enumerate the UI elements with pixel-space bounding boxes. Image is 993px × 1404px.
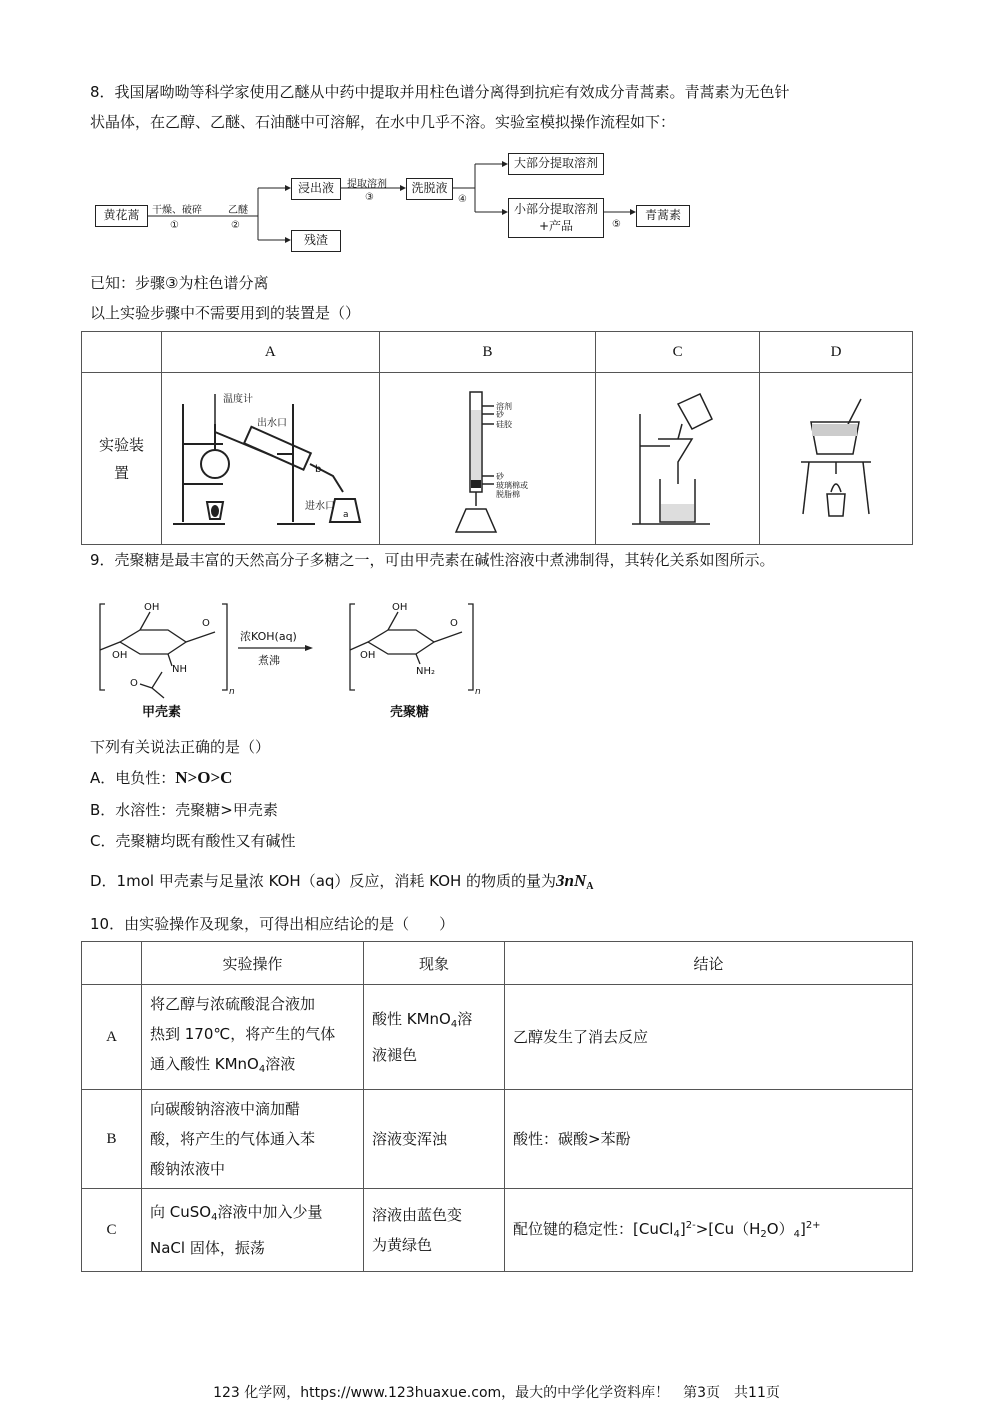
q10-header-operation: 实验操作 <box>142 942 364 985</box>
row-label-apparatus: 实验装置 <box>82 373 162 545</box>
left-o: O <box>130 678 138 689</box>
left-oh: OH <box>112 650 128 661</box>
column-chromatography-image <box>382 384 592 534</box>
q10-row-a-operation <box>142 985 364 1090</box>
q10-row-c <box>82 1189 913 1272</box>
op-line <box>150 1049 355 1085</box>
flow-small-solvent-line2: +产品 <box>538 219 574 233</box>
concl-sub: 2 <box>760 1228 767 1240</box>
q10-table <box>81 941 913 1272</box>
phen-text: 溶 <box>457 1010 473 1028</box>
distillation-apparatus-image <box>165 384 375 534</box>
right-n: n <box>475 687 481 697</box>
label-water-outlet: 出水口 <box>257 417 288 429</box>
table-corner-cell <box>82 332 162 373</box>
concl-sub: 4 <box>793 1228 800 1240</box>
flow-extract-box: 浸出液 <box>291 178 341 200</box>
q9-stem: 9．壳聚糖是最丰富的天然高分子多糖之一，可由甲壳素在碱性溶液中煮沸制得，其转化关系如图所示。 <box>90 551 775 569</box>
left-nh: NH <box>172 664 187 675</box>
flow-most-solvent-box: 大部分提取溶剂 <box>508 153 604 175</box>
q8-stem-line2: 状晶体，在乙醇、乙醚、石油醚中可溶解，在水中几乎不溶。实验室模拟操作流程如下： <box>90 113 676 131</box>
q10-row-a <box>82 985 913 1090</box>
q10-row-c-operation <box>142 1189 364 1272</box>
evaporation-apparatus-image <box>761 384 911 534</box>
left-compound-name: 甲壳素 <box>142 705 182 720</box>
q10-header-phenomenon: 现象 <box>364 942 505 985</box>
right-oh: OH <box>360 650 376 661</box>
flow-step2-label: 乙醚 <box>228 205 248 216</box>
concl-sup: 2+ <box>805 1219 821 1231</box>
flow-step2-num: ② <box>231 220 240 231</box>
op-line: 向碳酸钠溶液中滴加醋 <box>150 1100 301 1118</box>
flow-step3-label: 提取溶剂 <box>347 179 387 190</box>
q10-row-a-conclusion: 乙醇发生了消去反应 <box>505 985 913 1090</box>
q9-question: 下列有关说法正确的是（） <box>90 738 271 756</box>
flow-small-solvent-line1: 小部分提取溶剂 <box>513 202 598 216</box>
page-footer: 123 化学网，https://www.123huaxue.com，最大的中学化学资料库！ 第3页 共11页 <box>213 1385 780 1401</box>
label-sand-bottom: 砂 <box>496 471 505 481</box>
concl-sub: 4 <box>673 1228 680 1240</box>
label-solvent: 溶剂 <box>496 401 513 411</box>
apparatus-d-cell <box>760 373 913 545</box>
q10-row-label: A <box>82 985 142 1090</box>
apparatus-c-cell <box>596 373 760 545</box>
q10-row-b <box>82 1090 913 1189</box>
q9-reaction-scheme <box>90 590 485 720</box>
op-line <box>150 1197 355 1233</box>
phen-text: 酸性 KMnO <box>372 1010 451 1028</box>
label-glass-wool: 玻璃棉或 <box>496 480 529 490</box>
op-line: 酸钠浓液中 <box>150 1160 226 1178</box>
left-ring-o: O <box>202 618 210 629</box>
table-header-d: D <box>760 332 913 373</box>
left-oh-top: OH <box>144 602 160 613</box>
phen-line: 溶液由蓝色变 <box>372 1206 463 1224</box>
q10-row-label: C <box>82 1189 142 1272</box>
phen-sub: 4 <box>450 1019 458 1030</box>
flow-product-box: 青蒿素 <box>636 205 690 227</box>
q10-row-b-operation <box>142 1090 364 1189</box>
concl-text: ] <box>799 1219 806 1238</box>
op-text: 通入酸性 KMnO <box>150 1055 259 1073</box>
option-d-formula-sub: A <box>586 881 594 892</box>
flow-step1-label: 干燥、破碎 <box>152 205 202 216</box>
q10-stem: 10．由实验操作及现象，可得出相应结论的是（ ） <box>90 915 455 933</box>
op-text: 溶液 <box>265 1055 296 1073</box>
q9-option-c: C．壳聚糖均既有酸性又有碱性 <box>90 832 296 850</box>
op-sub: 4 <box>211 1212 218 1223</box>
q10-corner <box>82 942 142 985</box>
right-oh-top: OH <box>392 602 408 613</box>
op-text: 溶液中加入少量 <box>217 1203 323 1221</box>
apparatus-b-cell <box>379 373 596 545</box>
q8-question: 以上实验步骤中不需要用到的装置是（） <box>90 304 361 322</box>
concl-text: ] <box>679 1219 686 1238</box>
op-sub: 4 <box>258 1064 266 1075</box>
label-sand-top: 砂 <box>496 409 505 419</box>
op-line: 将乙醇与浓硫酸混合液加 <box>150 995 316 1013</box>
table-header-b: B <box>379 332 596 373</box>
right-nh2: NH₂ <box>416 666 436 677</box>
concl-text: >[Cu（H <box>695 1219 761 1238</box>
option-d-formula: 3nN <box>556 871 587 890</box>
concl-text: 配位键的稳定性：[CuCl <box>513 1219 674 1238</box>
option-a-prefix: A．电负性： <box>90 769 176 787</box>
filtration-apparatus-image <box>600 384 755 534</box>
flow-step5-num: ⑤ <box>612 219 621 230</box>
q10-row-b-conclusion: 酸性：碳酸>苯酚 <box>505 1090 913 1189</box>
apparatus-a-cell <box>161 373 379 545</box>
label-cotton: 脱脂棉 <box>496 489 521 499</box>
q10-row-label: B <box>82 1090 142 1189</box>
q9-option-b: B．水溶性：壳聚糖>甲壳素 <box>90 801 278 819</box>
q10-row-b-phenomenon: 溶液变浑浊 <box>364 1090 505 1189</box>
op-line: NaCl 固体，振荡 <box>150 1239 265 1257</box>
op-line: 酸，将产生的气体通入苯 <box>150 1130 316 1148</box>
flow-residue-box: 残渣 <box>291 230 341 252</box>
table-header-a: A <box>161 332 379 373</box>
label-water-inlet: 进水口 <box>305 500 336 512</box>
op-text: 向 CuSO <box>150 1203 212 1221</box>
phen-line: 为黄绿色 <box>372 1236 433 1254</box>
label-thermometer: 温度计 <box>223 393 254 405</box>
q8-apparatus-table <box>81 331 913 545</box>
q10-row-a-phenomenon <box>364 985 505 1090</box>
flow-step1-num: ① <box>170 220 179 231</box>
q9-option-a <box>90 767 232 789</box>
flow-eluate-box: 洗脱液 <box>406 178 453 200</box>
q10-header-conclusion: 结论 <box>505 942 913 985</box>
label-a: a <box>343 509 349 520</box>
label-silica: 硅胶 <box>496 419 513 429</box>
q8-flowchart <box>90 150 710 260</box>
concl-text: O） <box>766 1219 794 1238</box>
right-compound-name: 壳聚糖 <box>390 705 430 720</box>
phen-line <box>372 1004 496 1040</box>
left-n: n <box>229 687 235 697</box>
right-ring-o: O <box>450 618 458 629</box>
flow-step3-num: ③ <box>365 192 374 203</box>
flow-small-solvent-box <box>508 198 604 238</box>
flow-step4-num: ④ <box>458 194 467 205</box>
concl-sup: 2- <box>685 1219 696 1231</box>
flow-start-box: 黄花蒿 <box>95 205 148 227</box>
q8-stem-line1: 8．我国屠呦呦等科学家使用乙醚从中药中提取并用柱色谱分离得到抗疟有效成分青蒿素。青蒿素为无色针 <box>90 83 790 101</box>
q10-row-c-conclusion <box>505 1189 913 1272</box>
q8-known: 已知：步骤③为柱色谱分离 <box>90 274 269 292</box>
phen-line: 液褪色 <box>372 1046 418 1064</box>
q10-row-c-phenomenon <box>364 1189 505 1272</box>
option-d-prefix: D．1mol 甲壳素与足量浓 KOH（aq）反应，消耗 KOH 的物质的量为 <box>90 872 557 890</box>
scheme-reagent: 浓KOH(aq) <box>240 630 297 643</box>
option-a-formula: N>O>C <box>175 768 233 787</box>
scheme-condition: 煮沸 <box>258 654 280 667</box>
reaction-scheme-structures <box>90 590 485 720</box>
label-b: b <box>315 463 322 475</box>
table-header-c: C <box>596 332 760 373</box>
op-line: 热到 170℃，将产生的气体 <box>150 1025 336 1043</box>
q9-option-d <box>90 870 594 898</box>
